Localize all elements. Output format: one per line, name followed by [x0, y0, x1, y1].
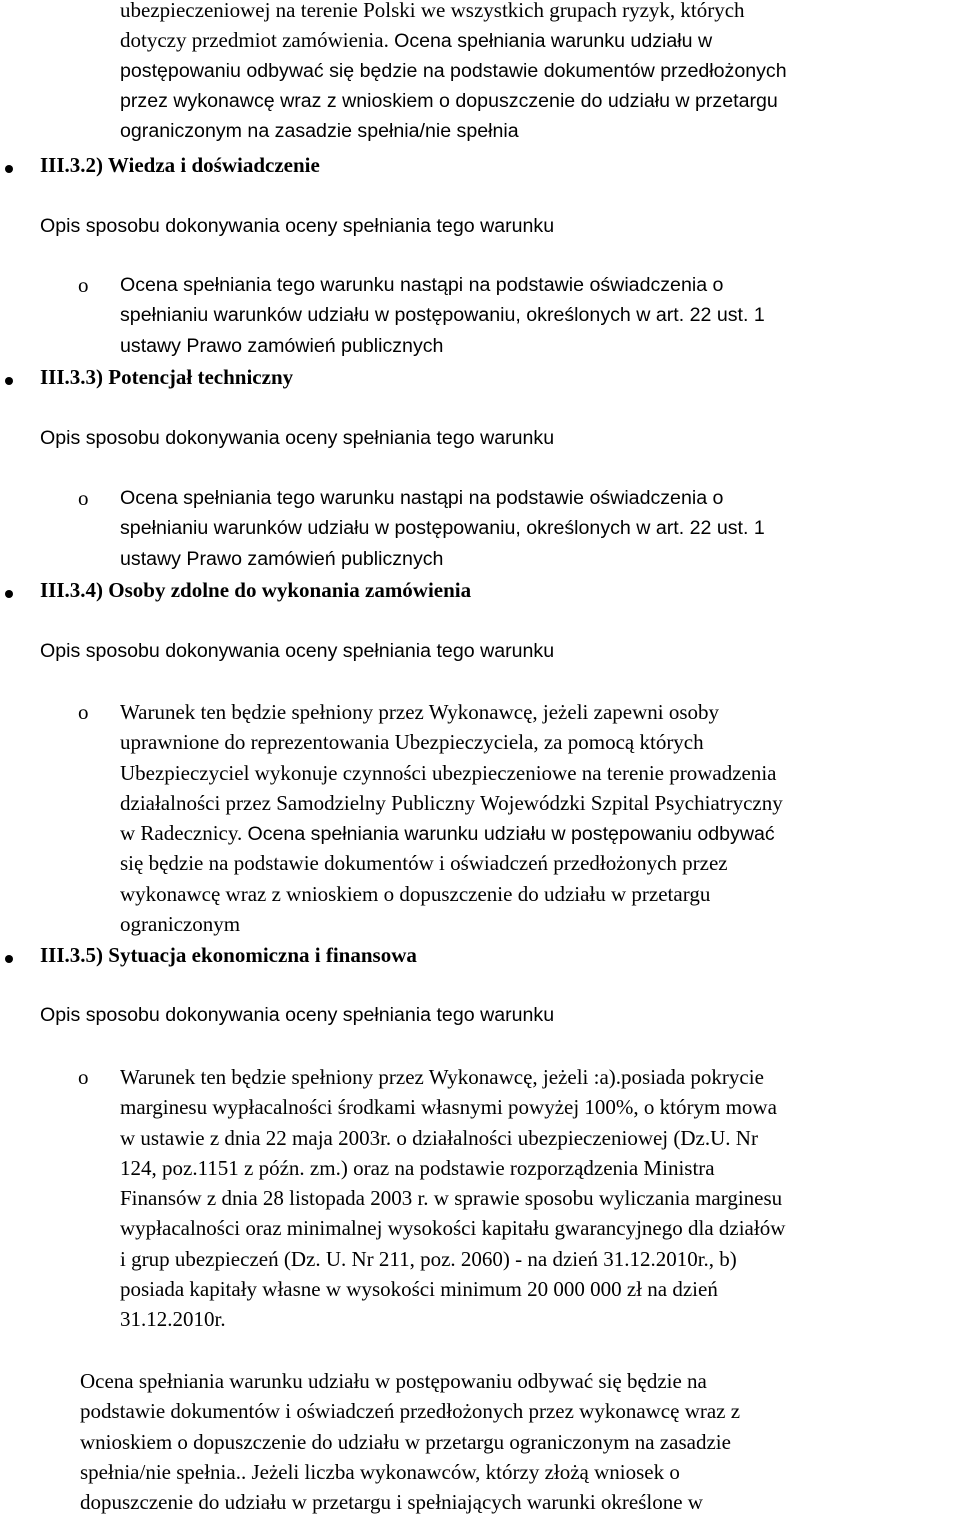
intro-line: dotyczy przedmiot zamówienia. Ocena spełniania warunku udziału w: [120, 28, 713, 53]
item-line: ustawy Prawo zamówień publicznych: [120, 547, 444, 570]
item-line: marginesu wypłacalności środkami własnymi powyżej 100%, o którym mowa: [120, 1095, 777, 1120]
item-line: wykonawcę wraz z wnioskiem o dopuszczenie do udziału w przetargu: [120, 881, 711, 906]
item-line: spełnianiu warunków udziału w postępowaniu, określonych w art. 22 ust. 1: [120, 517, 765, 540]
closing-line: podstawie dokumentów i oświadczeń przedłożonych przez wykonawcę wraz z: [80, 1399, 741, 1424]
item-line: wypłacalności oraz minimalnej wysokości kapitału gwarancyjnego dla działów: [120, 1216, 786, 1241]
item-line: ustawy Prawo zamówień publicznych: [120, 334, 444, 357]
section-heading: III.3.5) Sytuacja ekonomiczna i finansowa: [40, 943, 417, 967]
section-item: [120, 697, 783, 939]
item-line: Ubezpieczyciel wykonuje czynności ubezpieczeniowe na terenie prowadzenia: [120, 760, 777, 785]
item-line: ograniczonym: [120, 912, 241, 937]
circle-bullet-icon: o: [78, 486, 89, 510]
section-subheading: Opis sposobu dokonywania oceny spełniania tego warunku: [40, 640, 555, 662]
section-heading: III.3.3) Potencjał techniczny: [40, 365, 294, 389]
intro-line: ubezpieczeniowej na terenie Polski we wszystkich grupach ryzyk, których: [120, 0, 745, 22]
circle-bullet-icon: o: [78, 1065, 89, 1089]
item-line: uprawnione do reprezentowania Ubezpieczyciela, za pomocą których: [120, 730, 704, 755]
intro-line: ograniczonym na zasadzie spełnia/nie spełnia: [120, 120, 519, 143]
item-line: działalności przez Samodzielny Publiczny Wojewódzki Szpital Psychiatryczny: [120, 790, 783, 815]
circle-bullet-icon: o: [78, 273, 89, 297]
item-line: posiada kapitały własne w wysokości minimum 20 000 000 zł na dzień: [120, 1277, 718, 1302]
item-line: się będzie na podstawie dokumentów i oświadczeń przedłożonych przez: [120, 851, 728, 876]
item-line: w ustawie z dnia 22 maja 2003r. o działalności ubezpieczeniowej (Dz.U. Nr: [120, 1125, 758, 1150]
section-item: [120, 270, 765, 361]
item-line: Warunek ten będzie spełniony przez Wykonawcę, jeżeli :a).posiada pokrycie: [120, 1065, 764, 1089]
closing-line: wnioskiem o dopuszczenie do udziału w przetargu ograniczonym na zasadzie: [80, 1429, 731, 1454]
item-line: spełnianiu warunków udziału w postępowaniu, określonych w art. 22 ust. 1: [120, 304, 765, 327]
closing-line: Ocena spełniania warunku udziału w postępowaniu odbywać się będzie na: [80, 1369, 707, 1393]
item-line: Warunek ten będzie spełniony przez Wykonawcę, jeżeli zapewni osoby: [120, 700, 720, 724]
intro-paragraph: [120, 0, 787, 146]
circle-bullet-icon: o: [78, 700, 89, 724]
bullet-icon: [5, 590, 13, 598]
item-line: Ocena spełniania tego warunku nastąpi na podstawie oświadczenia o: [120, 487, 724, 509]
item-line: Ocena spełniania tego warunku nastąpi na podstawie oświadczenia o: [120, 274, 724, 296]
closing-line: spełnia/nie spełnia.. Jeżeli liczba wykonawców, którzy złożą wniosek o: [80, 1459, 680, 1484]
section-subheading: Opis sposobu dokonywania oceny spełniania tego warunku: [40, 215, 555, 237]
section-heading: III.3.4) Osoby zdolne do wykonania zamówienia: [40, 578, 472, 602]
section-subheading: Opis sposobu dokonywania oceny spełniania tego warunku: [40, 427, 555, 449]
item-line: 124, poz.1151 z późn. zm.) oraz na podstawie rozporządzenia Ministra: [120, 1155, 715, 1180]
section-item: [120, 483, 765, 574]
intro-line: przez wykonawcę wraz z wnioskiem o dopuszczenie do udziału w przetargu: [120, 89, 778, 112]
item-line: i grup ubezpieczeń (Dz. U. Nr 211, poz. 2060) - na dzień 31.12.2010r., b): [120, 1246, 737, 1271]
closing-line: dopuszczenie do udziału w przetargu i spełniających warunki określone w: [80, 1490, 703, 1515]
bullet-icon: [5, 955, 13, 963]
bullet-icon: [5, 377, 13, 385]
closing-paragraph: [80, 1366, 740, 1517]
item-line: Finansów z dnia 28 listopada 2003 r. w sprawie sposobu wyliczania marginesu: [120, 1186, 783, 1211]
intro-line: postępowaniu odbywać się będzie na podstawie dokumentów przedłożonych: [120, 59, 787, 82]
item-line: w Radecznicy. Ocena spełniania warunku udziału w postępowaniu odbywać: [120, 821, 775, 846]
section-heading: III.3.2) Wiedza i doświadczenie: [40, 153, 320, 177]
bullet-icon: [5, 165, 13, 173]
section-subheading: Opis sposobu dokonywania oceny spełniania tego warunku: [40, 1004, 555, 1026]
item-line: 31.12.2010r.: [120, 1307, 226, 1332]
section-item: [120, 1062, 785, 1335]
